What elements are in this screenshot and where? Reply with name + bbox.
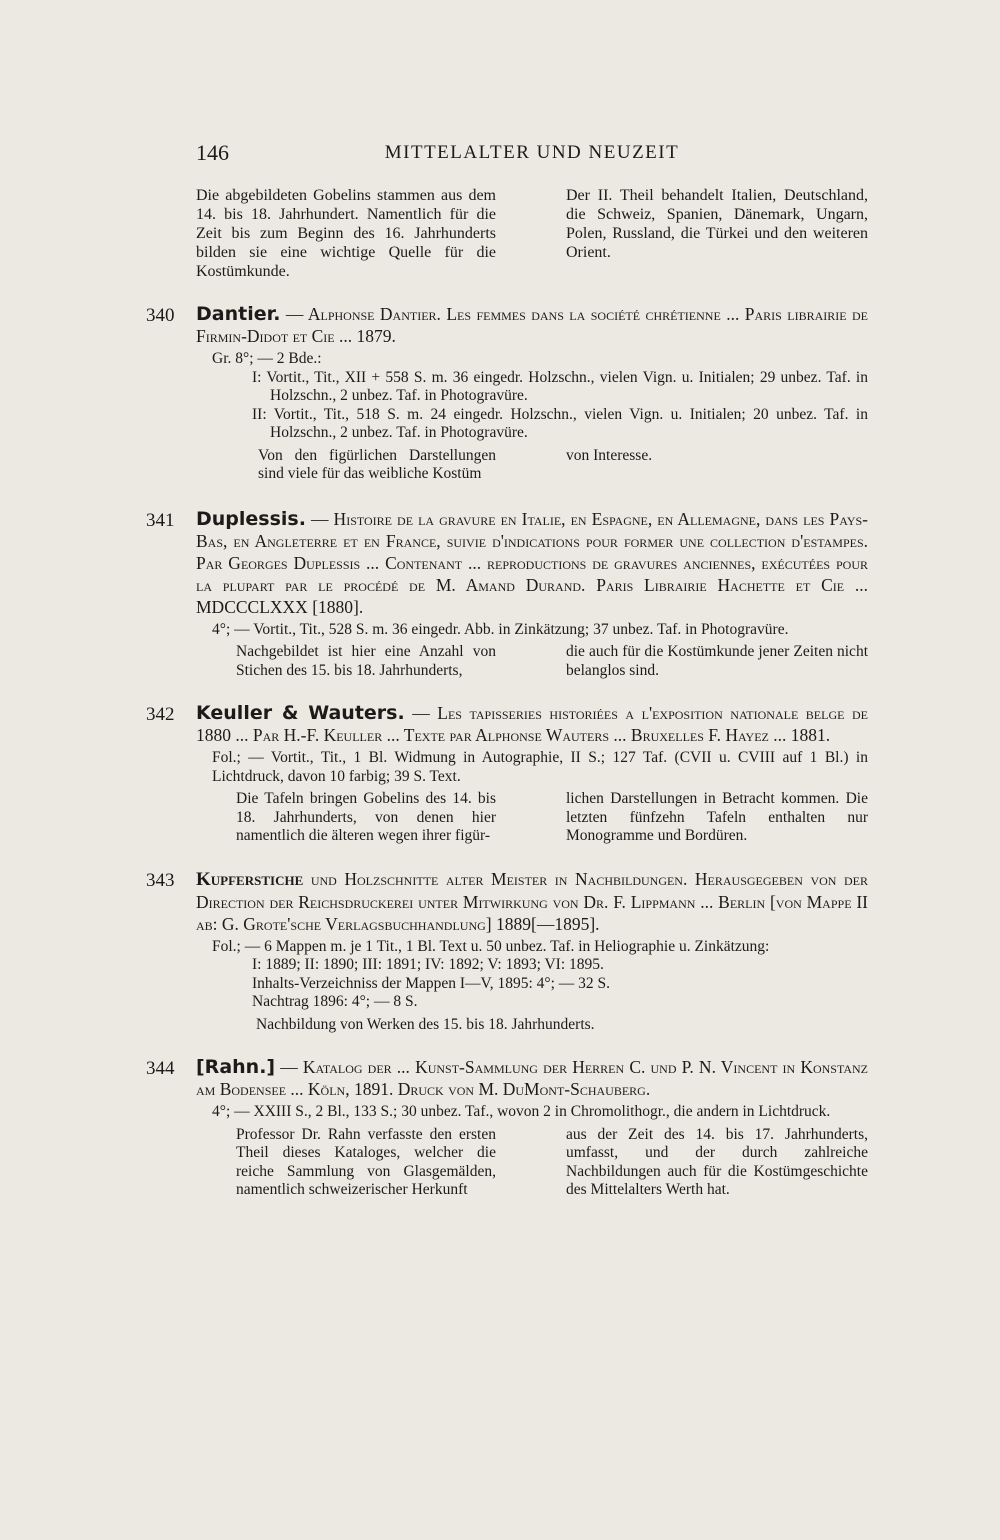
note-left: Die Tafeln bringen Gobelins des 14. bis 18. Jahrhunderts, von denen hier namentlich die älteren wegen ihrer figür- [236, 790, 496, 844]
entry-format: Gr. 8°; — 2 Bde.: [212, 350, 322, 367]
volume-1-description: I: Vortit., Tit., XII + 558 S. m. 36 eingedr. Holzschn., vielen Vign. u. Initialen; 29 unbez. Taf. in Holzschn., 2 unbez. Taf. in Photogravüre. [252, 368, 868, 404]
note-right: aus der Zeit des 14. bis 17. Jahrhunderts, umfasst, und der durch zahlreiche Nachbildungen auch für die Kostümgeschichte des Mittelalters Werth hat. [566, 1125, 868, 1198]
entry-volumes [196, 369, 868, 443]
entry-notes [196, 643, 868, 680]
volume-2-description: II: Vortit., Tit., 518 S. m. 24 eingedr. Holzschn., vielen Vign. u. Initialen; 20 unbez. Taf. in Holzschn., 2 unbez. Taf. in Photogravüre. [252, 405, 868, 441]
entry-342 [146, 702, 868, 846]
note-left: Professor Dr. Rahn verfasste den ersten Theil dieses Kataloges, welcher die reiche Sammlung von Glasgemälden, namentlich schweizerischer Herkunft [236, 1125, 496, 1198]
entry-number: 342 [146, 704, 175, 725]
entry-format: Fol.; — Vortit., Tit., 1 Bl. Widmung in Autographie, II S.; 127 Taf. (CVII u. CVIII auf 1 Bl.) in Lichtdruck, davon 10 farbig; 39 S. Text. [212, 749, 868, 785]
intro-left-text: Die abgebildeten Gobelins stammen aus dem 14. bis 18. Jahrhundert. Namentlich für die Zeit bis zum Beginn des 16. Jahrhunderts bilden sie eine wichtige Quelle für die Kostümkunde. [196, 187, 496, 280]
entry-341 [146, 507, 868, 681]
entry-notes [196, 790, 868, 846]
entry-notes [196, 1126, 868, 1200]
intro-notes [196, 186, 868, 281]
entry-author: Keuller & Wauters. [196, 702, 405, 724]
entry-title: — Alphonse Dantier. Les femmes dans la société chrétienne ... Paris librairie de Firmin-Didot et Cie ... 1879. [196, 304, 868, 346]
page-header [196, 140, 868, 166]
entry-format: 4°; — XXIII S., 2 Bl., 133 S.; 30 unbez. Taf., wovon 2 in Chromolithogr., die andern in Lichtdruck. [212, 1103, 831, 1120]
entry-number: 340 [146, 305, 175, 326]
entry-number: 343 [146, 869, 175, 891]
page-number: 146 [196, 140, 229, 165]
running-head: MITTELALTER UND NEUZEIT [384, 142, 680, 163]
entry-format: Fol.; — 6 Mappen m. je 1 Tit., 1 Bl. Text u. 50 unbez. Taf. in Heliographie u. Zinkätzung: [212, 937, 770, 955]
intro-right-column [566, 186, 868, 281]
note-right: von Interesse. [566, 446, 653, 464]
intro-right-text: Der II. Theil behandelt Italien, Deutschland, die Schweiz, Spanien, Dänemark, Ungarn, Polen, Russland, die Türkei und den weiteren Orient. [566, 187, 868, 261]
entry-344 [146, 1056, 869, 1200]
intro-left-column [196, 186, 496, 281]
note-left: Nachgebildet ist hier eine Anzahl von Stichen des 15. bis 18. Jahrhunderts, [236, 643, 496, 679]
entry-author: Kupferstiche [196, 868, 304, 890]
entry-heading [146, 702, 868, 746]
entry-heading [146, 868, 868, 935]
entry-title: — Katalog der ... Kunst-Sammlung der Herren C. und P. N. Vincent in Konstanz am Bodensee ... Köln, 1891. Druck von M. DuMont-Schauberg. [196, 1057, 869, 1099]
entry-author: Dantier. [196, 303, 281, 325]
entry-343 [146, 868, 868, 1035]
entry-number: 344 [146, 1058, 175, 1079]
volume-supplement: Nachtrag 1896: 4°; — 8 S. [252, 993, 418, 1010]
entry-format: 4°; — Vortit., Tit., 528 S. m. 36 eingedr. Abb. in Zinkätzung; 37 unbez. Taf. in Photogravüre. [212, 620, 789, 638]
entry-number: 341 [146, 509, 175, 531]
volume-index: Inhalts-Verzeichniss der Mappen I—V, 1895: 4°; — 32 S. [252, 974, 611, 992]
page-body [146, 186, 869, 1200]
entry-title: — Histoire de la gravure en Italie, en Espagne, en Allemagne, dans les Pays-Bas, en Angleterre et en France, suivie d'indications pour former une collection d'estampes. Par Georges Duplessis ... Contenant ... reproductions de gravures anciennes, exécutées pour la plupart par le procédé de M. Amand Durand. Paris Librairie Hachette et Cie ... MDCCCLXXX [1880]. [196, 508, 868, 617]
entry-author: [Rahn.] [196, 1056, 276, 1078]
note-right: die auch für die Kostümkunde jener Zeiten nicht belanglos sind. [566, 643, 868, 679]
entry-heading [146, 507, 868, 618]
entry-title: — Les tapisseries historiées a l'exposition nationale belge de 1880 ... Par H.-F. Keuller ... Texte par Alphonse Wauters ... Bruxelles F. Hayez ... 1881. [196, 703, 868, 745]
entry-title: und Holzschnitte alter Meister in Nachbildungen. Herausgegeben von der Direction der Reichsdruckerei unter Mitwirkung von Dr. F. Lippmann ... Berlin [von Mappe II ab: G. Grote'sche Verlagsbuchhandlung] 1889[—1895]. [196, 868, 868, 934]
entry-author: Duplessis. [196, 507, 306, 530]
note-right: lichen Darstellungen in Betracht kommen. Die letzten fünfzehn Tafeln enthalten nur Monogramme und Bordüren. [566, 790, 868, 844]
entry-heading [146, 303, 868, 347]
note-left: Von den figürlichen Darstellungen sind viele für das weibliche Kostüm [258, 446, 496, 482]
entry-notes [196, 447, 868, 484]
volume-years: I: 1889; II: 1890; III: 1891; IV: 1892; V: 1893; VI: 1895. [252, 956, 604, 973]
entry-heading [146, 1056, 869, 1100]
entry-note: Nachbildung von Werken des 15. bis 18. Jahrhunderts. [256, 1015, 595, 1033]
entry-340 [146, 303, 868, 484]
entry-volumes [196, 956, 868, 1012]
